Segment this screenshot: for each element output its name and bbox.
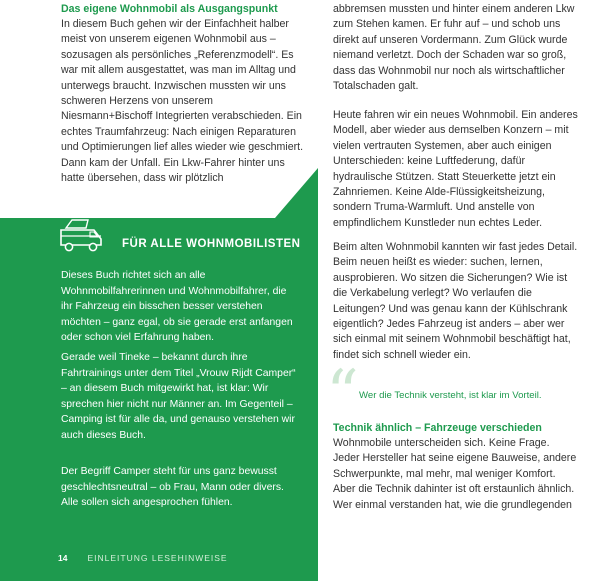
camper-van-icon	[58, 218, 104, 254]
page-number: 14	[58, 553, 68, 563]
section-heading: Technik ähnlich – Fahrzeuge verschieden	[333, 422, 542, 434]
body-paragraph: abbremsen mussten und hinter einem anderen Lkw zum Stehen kamen. Er fuhr auf – und schob uns direkt auf unseren Vordermann. Zum Glück wurde niemand verletzt. Doch der Schaden war so groß, dass das Wohnmobil nur noch als wirtschaftlicher Totalschaden galt.	[333, 3, 575, 93]
section-label: EINLEITUNG LESEHINWEISE	[87, 553, 228, 563]
body-paragraph: Heute fahren wir ein neues Wohnmobil. Ein anderes Modell, aber wieder aus demselben Konzern – mit vielen vertrauten Systemen, aber auch einigen Unterschieden: keine Luftfederung, dafür hydraulische Stützen. Statt Steuerkette jetzt ein Zahnriemen. Keine Alde-Flüssigkeitsheizung, sondern Truma-Warmluft. Und anstelle von empfindlichem Kunstleder nun echtes Leder.	[333, 109, 578, 229]
info-box-title: FÜR ALLE WOHNMOBILISTEN	[122, 238, 301, 250]
body-paragraph: Beim alten Wohnmobil kannten wir fast jedes Detail. Beim neuen heißt es wieder: suchen, lernen, ausprobieren. Wo sitzen die Sicherungen? Wie ist die Verkabelung verlegt? Wo verlaufen die Leitungen? Und was genau kann der Kühlschrank eigentlich? Jedes Fahrzeug ist anders – aber wer sich einmal mit seinem Wohnmobil beschäftigt hat, findet sich schnell wieder ein.	[333, 241, 578, 361]
quote-mark-icon: “	[326, 357, 359, 431]
body-paragraph: Wohnmobile unterscheiden sich. Keine Frage. Jeder Hersteller hat seine eigene Bauweise, andere Schwerpunkte, mal mehr, mal weniger Komfort. Aber die Technik dahinter ist oft erstaunlich ähnlich. Wer einmal verstanden hat, wie die grundlegenden	[333, 437, 577, 511]
pull-quote: Wer die Technik versteht, ist klar im Vorteil.	[359, 390, 542, 401]
page-footer	[58, 553, 228, 563]
info-box-paragraph: Der Begriff Camper steht für uns ganz bewusst geschlechtsneutral – ob Frau, Mann oder divers. Alle sollen sich angesprochen fühlen.	[61, 466, 284, 509]
section-heading: Das eigene Wohnmobil als Ausgangspunkt	[61, 3, 278, 15]
body-paragraph: In diesem Buch gehen wir der Einfachheit halber meist von unserem eigenen Wohnmobil aus – sozusagen als persönliches „Referenzmodell“. Es war mit allem ausgestattet, was man im Alltag und unterwegs braucht. Inzwischen mussten wir uns schweren Herzens von unserem Niesmann+Bischoff Integrierten verabschieden. Ein echtes Traumfahrzeug: Nach einigen Reparaturen und Optimierungen lief alles wieder wie geschmiert. Dann kam der Unfall. Ein Lkw-Fahrer hinter uns hatte übersehen, dass wir plötzlich	[61, 18, 304, 185]
left-column-top	[61, 2, 307, 186]
info-box-paragraph: Dieses Buch richtet sich an alle Wohnmobilfahrerinnen und Wohnmobilfahrer, die ihr Fahrzeug ein bisschen besser verstehen möchten – ganz egal, ob sie gerade erst anfangen oder schon viel Erfahrung haben.	[61, 270, 293, 344]
info-box-paragraph: Gerade weil Tineke – bekannt durch ihre Fahrtrainings unter dem Titel „Vrouw Rijdt Camper“ – an diesem Buch mitgewirkt hat, ist klar: Wir sprechen hier nicht nur Männer an. Im Gegenteil – Camping ist für alle da, und genauso verstehen wir auch dieses Buch.	[61, 352, 296, 441]
